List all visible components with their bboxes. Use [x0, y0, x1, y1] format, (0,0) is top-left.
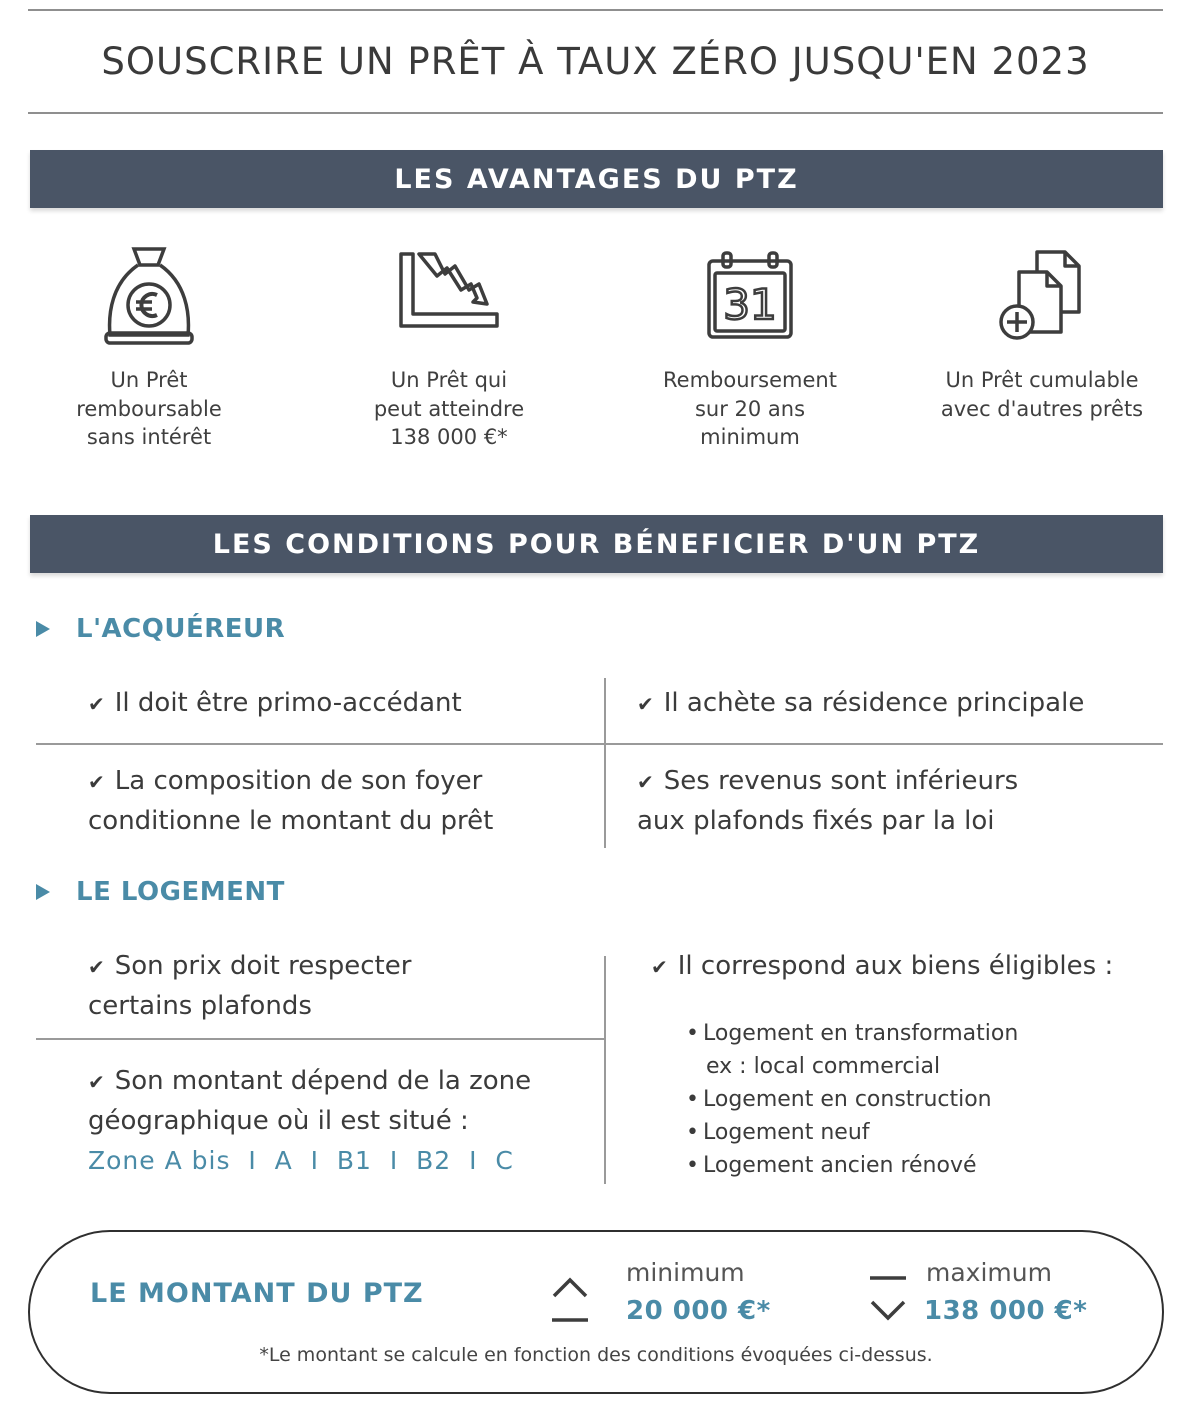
condition-text: géographique où il est situé : — [88, 1106, 469, 1136]
condition-text: Il doit être primo-accédant — [114, 688, 462, 718]
condition-residence-principale — [637, 684, 1084, 724]
advantage-line: Un Prêt cumulable — [945, 368, 1139, 392]
check-icon: ✔ — [88, 1070, 105, 1094]
check-icon: ✔ — [651, 955, 668, 979]
condition-zone — [88, 1062, 531, 1180]
check-icon: ✔ — [88, 955, 105, 979]
page-title: SOUSCRIRE UN PRÊT À TAUX ZÉRO JUSQU'EN 2023 — [101, 40, 1090, 83]
title-rule — [28, 112, 1163, 114]
arrow-down-icon — [868, 1272, 908, 1322]
condition-primo-accedant — [88, 684, 462, 724]
condition-biens-eligibles — [651, 947, 1113, 987]
triangle-bullet-icon — [36, 621, 50, 637]
money-bag-euro-icon — [24, 240, 274, 350]
list-item-detail: ex : local commercial — [706, 1054, 941, 1079]
advantage-no-interest — [24, 240, 274, 452]
minimum-value: 20 000 €* — [626, 1296, 771, 1326]
condition-text: La composition de son foyer — [114, 766, 483, 796]
amount-title: LE MONTANT DU PTZ — [90, 1278, 424, 1309]
check-icon: ✔ — [88, 770, 105, 794]
maximum-label: maximum — [926, 1258, 1052, 1287]
triangle-bullet-icon — [36, 884, 50, 900]
condition-text: Son montant dépend de la zone — [114, 1066, 532, 1096]
list-item: • Logement en construction — [686, 1083, 1018, 1116]
advantage-line: Un Prêt qui — [390, 368, 508, 392]
advantage-line: sur 20 ans — [694, 396, 806, 421]
condition-text: Il correspond aux biens éligibles : — [677, 951, 1114, 981]
acquereur-divider — [604, 678, 606, 848]
condition-text: Il achète sa résidence principale — [663, 688, 1085, 718]
list-item: • Logement neuf — [686, 1116, 1018, 1149]
acquereur-title: L'ACQUÉREUR — [76, 614, 286, 644]
advantage-line: remboursable — [76, 396, 222, 421]
advantage-line: minimum — [700, 425, 800, 449]
documents-plus-icon — [917, 240, 1167, 350]
amount-panel — [28, 1230, 1164, 1394]
amount-footnote: *Le montant se calcule en fonction des conditions évoquées ci-dessus. — [259, 1344, 933, 1366]
declining-chart-icon — [324, 240, 574, 350]
maximum-value: 138 000 €* — [924, 1296, 1088, 1326]
top-rule — [28, 9, 1163, 11]
condition-revenus — [637, 762, 1018, 841]
condition-text: Ses revenus sont inférieurs — [663, 766, 1019, 796]
logement-heading — [36, 877, 285, 907]
condition-text: conditionne le montant du prêt — [88, 806, 494, 836]
advantage-line: sans intérêt — [86, 425, 212, 449]
condition-text: aux plafonds fixés par la loi — [637, 806, 995, 836]
advantages-heading: LES AVANTAGES DU PTZ — [30, 150, 1163, 208]
svg-text:31: 31 — [723, 280, 777, 329]
advantage-line: peut atteindre — [373, 396, 525, 421]
check-icon: ✔ — [637, 692, 654, 716]
advantage-line: Remboursement — [663, 368, 837, 392]
condition-composition-foyer — [88, 762, 493, 841]
eligible-list — [686, 1017, 1018, 1182]
check-icon: ✔ — [637, 770, 654, 794]
advantage-line: 138 000 €* — [390, 425, 508, 449]
advantage-repayment-duration — [625, 240, 875, 452]
advantage-max-amount — [324, 240, 574, 452]
acquereur-heading — [36, 614, 285, 644]
condition-text: Son prix doit respecter — [114, 951, 412, 981]
zones-list: Zone A bis I A I B1 I B2 I C — [88, 1146, 514, 1175]
acquereur-row-divider — [36, 743, 1163, 745]
conditions-heading: LES CONDITIONS POUR BÉNEFICIER D'UN PTZ — [30, 515, 1163, 573]
logement-row-divider — [36, 1038, 605, 1040]
advantage-line: Un Prêt — [110, 368, 188, 392]
logement-title: LE LOGEMENT — [76, 877, 285, 907]
check-icon: ✔ — [88, 692, 105, 716]
arrow-up-icon — [550, 1276, 590, 1326]
advantage-cumulable — [917, 240, 1167, 423]
calendar-31-icon — [625, 240, 875, 350]
list-item: • Logement en transformation — [686, 1017, 1018, 1050]
minimum-label: minimum — [626, 1258, 745, 1287]
logement-divider — [604, 956, 606, 1184]
condition-prix-plafonds — [88, 947, 411, 1026]
advantage-line: avec d'autres prêts — [940, 396, 1144, 421]
list-item: • Logement ancien rénové — [686, 1149, 1018, 1182]
condition-text: certains plafonds — [88, 991, 312, 1021]
